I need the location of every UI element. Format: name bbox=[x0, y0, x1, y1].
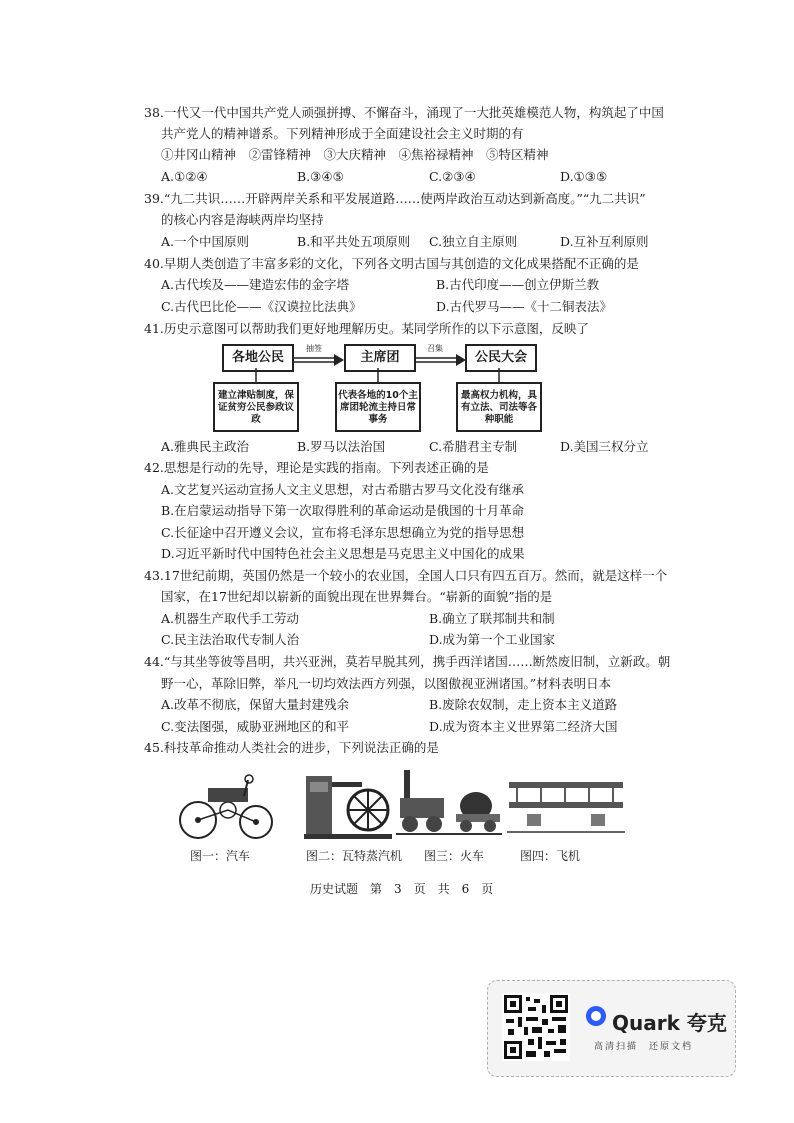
diagram-arrow-label-1: 抽签 bbox=[306, 344, 322, 353]
q40-option-c: C.古代巴比伦——《汉谟拉比法典》 bbox=[161, 299, 362, 314]
diagram-box-assembly: 公民大会 bbox=[465, 344, 537, 372]
q43-option-d: D.成为第一个工业国家 bbox=[429, 632, 556, 647]
q38-line3: ①井冈山精神 ②雷锋精神 ③大庆精神 ④焦裕禄精神 ⑤特区精神 bbox=[161, 147, 549, 162]
caption-steam-engine: 图二：瓦特蒸汽机 bbox=[306, 849, 403, 863]
q40-option-d: D.古代罗马——《十二铜表法》 bbox=[436, 299, 613, 314]
q41-option-a: A.雅典民主政治 bbox=[161, 439, 250, 454]
q44-option-c: C.变法图强，威胁亚洲地区的和平 bbox=[161, 719, 350, 734]
q39-line2: 的核心内容是海峡两岸均坚持 bbox=[161, 212, 324, 227]
q39-option-a: A.一个中国原则 bbox=[161, 234, 250, 249]
q43-line2: 国家，在17世纪却以崭新的面貌出现在世界舞台。“崭新的面貌”指的是 bbox=[161, 589, 553, 604]
q42-option-a: A.文艺复兴运动宣扬人文主义思想，对古希腊古罗马文化没有继承 bbox=[161, 482, 525, 497]
quark-subtitle: 高清扫描 还原文档 bbox=[594, 1042, 694, 1052]
diagram-desc-presidium bbox=[335, 382, 421, 432]
q40-option-b: B.古代印度——创立伊斯兰教 bbox=[436, 277, 600, 292]
q38-line2: 共产党人的精神谱系。下列精神形成于全面建设社会主义时期的有 bbox=[161, 126, 524, 141]
q38-option-c: C.②③④ bbox=[429, 169, 476, 184]
quark-logo-icon bbox=[585, 1005, 607, 1027]
q43-option-c: C.民主法治取代专制人治 bbox=[161, 632, 300, 647]
q39-option-b: B.和平共处五项原则 bbox=[297, 234, 411, 249]
quark-brand-text[interactable]: Quark 夸克 bbox=[612, 1011, 727, 1035]
diagram-arrow-label-2: 召集 bbox=[427, 344, 443, 353]
q38-line1: 38.一代又一代中国共产党人顽强拼搏、不懈奋斗，涌现了一大批英雄模范人物，构筑起了中国 bbox=[144, 105, 664, 120]
q45-line1: 45.科技革命推动人类社会的进步，下列说法正确的是 bbox=[144, 740, 439, 755]
qr-code-icon[interactable] bbox=[502, 993, 570, 1061]
q40-line1: 40.早期人类创造了丰富多彩的文化，下列各文明古国与其创造的文化成果搭配不正确的是 bbox=[144, 256, 639, 271]
q40-option-a: A.古代埃及——建造宏伟的金字塔 bbox=[161, 277, 350, 292]
q38-option-b: B.③④⑤ bbox=[297, 169, 344, 184]
q44-option-b: B.废除农奴制，走上资本主义道路 bbox=[429, 697, 618, 712]
q43-option-a: A.机器生产取代手工劳动 bbox=[161, 611, 300, 626]
q39-option-c: C.独立自主原则 bbox=[429, 234, 518, 249]
q41-option-c: C.希腊君主专制 bbox=[429, 439, 518, 454]
q38-option-d: D.①③⑤ bbox=[560, 169, 608, 184]
page-footer: 历史试题 第 3 页 共 6 页 bbox=[310, 882, 494, 896]
q41-option-b: B.罗马以法治国 bbox=[297, 439, 386, 454]
q39-option-d: D.互补互利原则 bbox=[560, 234, 649, 249]
q42-line1: 42.思想是行动的先导，理论是实践的指南。下列表述正确的是 bbox=[144, 460, 489, 475]
q41-option-d: D.美国三权分立 bbox=[560, 439, 649, 454]
q42-option-c: C.长征途中召开遵义会议，宣布将毛泽东思想确立为党的指导思想 bbox=[161, 525, 525, 540]
q39-line1: 39.“九二共识……开辟两岸关系和平发展道路……使两岸政治互动达到新高度。”“九二共识” bbox=[144, 191, 646, 206]
diagram-box-presidium: 主席团 bbox=[344, 344, 416, 372]
caption-airplane: 图四：飞机 bbox=[520, 849, 581, 863]
quark-watermark-panel[interactable] bbox=[487, 980, 736, 1077]
q44-line1: 44.“与其坐等彼等昌明，共兴亚洲，莫若早脱其列，携手西洋诸国……断然废旧制，立新政。朝 bbox=[144, 654, 671, 669]
diagram-desc-assembly-text: 最高权力机构，具有立法、司法等各种职能 bbox=[460, 390, 537, 425]
steam-engine-image bbox=[304, 768, 392, 840]
q43-option-b: B.确立了联邦制共和制 bbox=[429, 611, 555, 626]
q42-option-d: D.习近平新时代中国特色社会主义思想是马克思主义中国化的成果 bbox=[161, 546, 525, 561]
diagram-box-citizens: 各地公民 bbox=[222, 344, 294, 372]
airplane-image bbox=[507, 772, 625, 838]
car-image bbox=[178, 770, 280, 842]
q38-option-a: A.①②④ bbox=[161, 169, 208, 184]
diagram-desc-assembly bbox=[456, 382, 542, 432]
diagram-desc-citizens bbox=[213, 382, 299, 432]
q41-line1: 41.历史示意图可以帮助我们更好地理解历史。某同学所作的以下示意图，反映了 bbox=[144, 321, 589, 336]
diagram-desc-citizens-text: 建立津贴制度，保证贫穷公民参政议政 bbox=[217, 390, 294, 425]
caption-train: 图三：火车 bbox=[424, 849, 485, 863]
q43-line1: 43.17世纪前期，英国仍然是一个较小的农业国，全国人口只有四五百万。然而，就是这样一个 bbox=[144, 568, 668, 583]
caption-car: 图一：汽车 bbox=[190, 849, 251, 863]
q44-option-a: A.改革不彻底，保留大量封建残余 bbox=[161, 697, 350, 712]
q44-option-d: D.成为资本主义世界第二经济大国 bbox=[429, 719, 618, 734]
q42-option-b: B.在启蒙运动指导下第一次取得胜利的革命运动是俄国的十月革命 bbox=[161, 503, 525, 518]
q44-line2: 野一心，革除旧弊，举凡一切均效法西方列强，以图傲视亚洲诸国。”材料表明日本 bbox=[161, 676, 612, 691]
diagram-desc-presidium-text: 代表各地的10个主席团轮流主持日常事务 bbox=[338, 390, 418, 425]
train-image bbox=[396, 768, 502, 840]
